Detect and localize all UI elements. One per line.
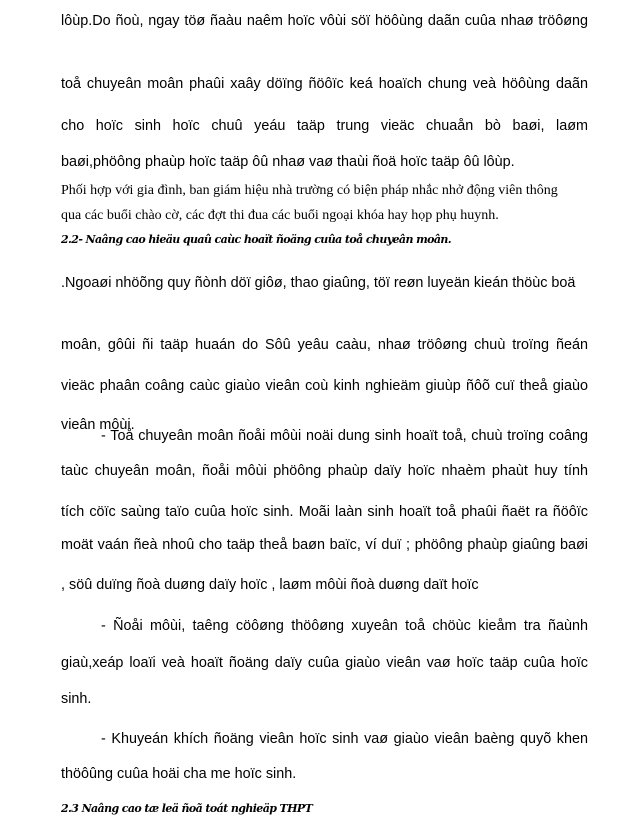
- body-text-line: - Toå chuyeân moân ñoåi môùi noäi dung sinh hoaït toå, chuù troïng coâng: [101, 428, 588, 444]
- body-text-line: vieäc phaân coâng caùc giaùo vieân coù kinh nghieäm giuùp ñôõ cuï theå giaùo: [61, 378, 588, 394]
- section-heading: 2.3 Naâng cao tæ leä ñoã toát nghieäp THPT: [61, 802, 313, 815]
- body-text-line: - Ñoåi môùi, taêng cöôøng thöôøng xuyeân toå chöùc kieåm tra ñaùnh: [101, 618, 588, 634]
- body-text-line: moân, gôûi ñi taäp huaán do Sôû yeâu caàu, nhaø tröôøng chuù troïng ñeán: [61, 337, 588, 353]
- body-text-line: moät vaán ñeà nhoû cho taäp theå baøn baïc, ví duï ; phöông phaùp giaûng baøi: [61, 537, 588, 553]
- body-text-line: .Ngoaøi nhöõng quy ñònh döï giôø, thao giaûng, töï reøn luyeän kieán thöùc boä: [61, 275, 576, 291]
- body-text-line: - Khuyeán khích ñoäng vieân hoïc sinh vaø giaùo vieân baèng quyõ khen: [101, 731, 588, 747]
- body-text-line: giaù,xeáp loaïi veà hoaït ñoäng daïy cuûa giaùo vieân vaø hoïc taäp cuûa hoïc: [61, 655, 588, 671]
- body-text-line: Phối hợp với gia đình, ban giám hiệu nhà trường có biện pháp nhắc nhở động viên thông: [61, 183, 558, 198]
- body-text-line: , söû duïng ñoà duøng daïy hoïc , laøm môùi ñoà duøng daït hoïc: [61, 577, 479, 593]
- body-text-line: qua các buổi chào cờ, các đợt thi đua các buổi ngoại khóa hay họp phụ huynh.: [61, 208, 499, 223]
- body-text-line: cho hoïc sinh hoïc chuû yeáu taäp trung vieäc chuaån bò baøi, laøm: [61, 118, 588, 134]
- body-text-line: lôùp.Do ñoù, ngay töø ñaàu naêm hoïc vôùi söï höôùng daãn cuûa nhaø tröôøng: [61, 13, 588, 29]
- body-text-line: sinh.: [61, 691, 92, 707]
- body-text-line: vieân môùi.: [61, 417, 135, 433]
- body-text-line: taùc chuyeân moân, ñoåi môùi phöông phaùp daïy hoïc nhaèm phaùt huy tính: [61, 463, 588, 479]
- section-heading: 2.2- Naâng cao hieäu quaû caùc hoaït ñoäng cuûa toå chuyeân moân.: [61, 233, 452, 246]
- body-text-line: tích cöïc saùng taïo cuûa hoïc sinh. Moãi laàn sinh hoaït toå phaûi ñaët ra ñöôïc: [61, 504, 588, 520]
- body-text-line: thöôûng cuûa hoäi cha me hoïc sinh.: [61, 766, 297, 782]
- body-text-line: toå chuyeân moân phaûi xaây döïng ñöôïc keá hoaïch chung veà höôùng daãn: [61, 76, 588, 92]
- body-text-line: baøi,phöông phaùp hoïc taäp ôû nhaø vaø thaùi ñoä hoïc taäp ôû lôùp.: [61, 154, 515, 170]
